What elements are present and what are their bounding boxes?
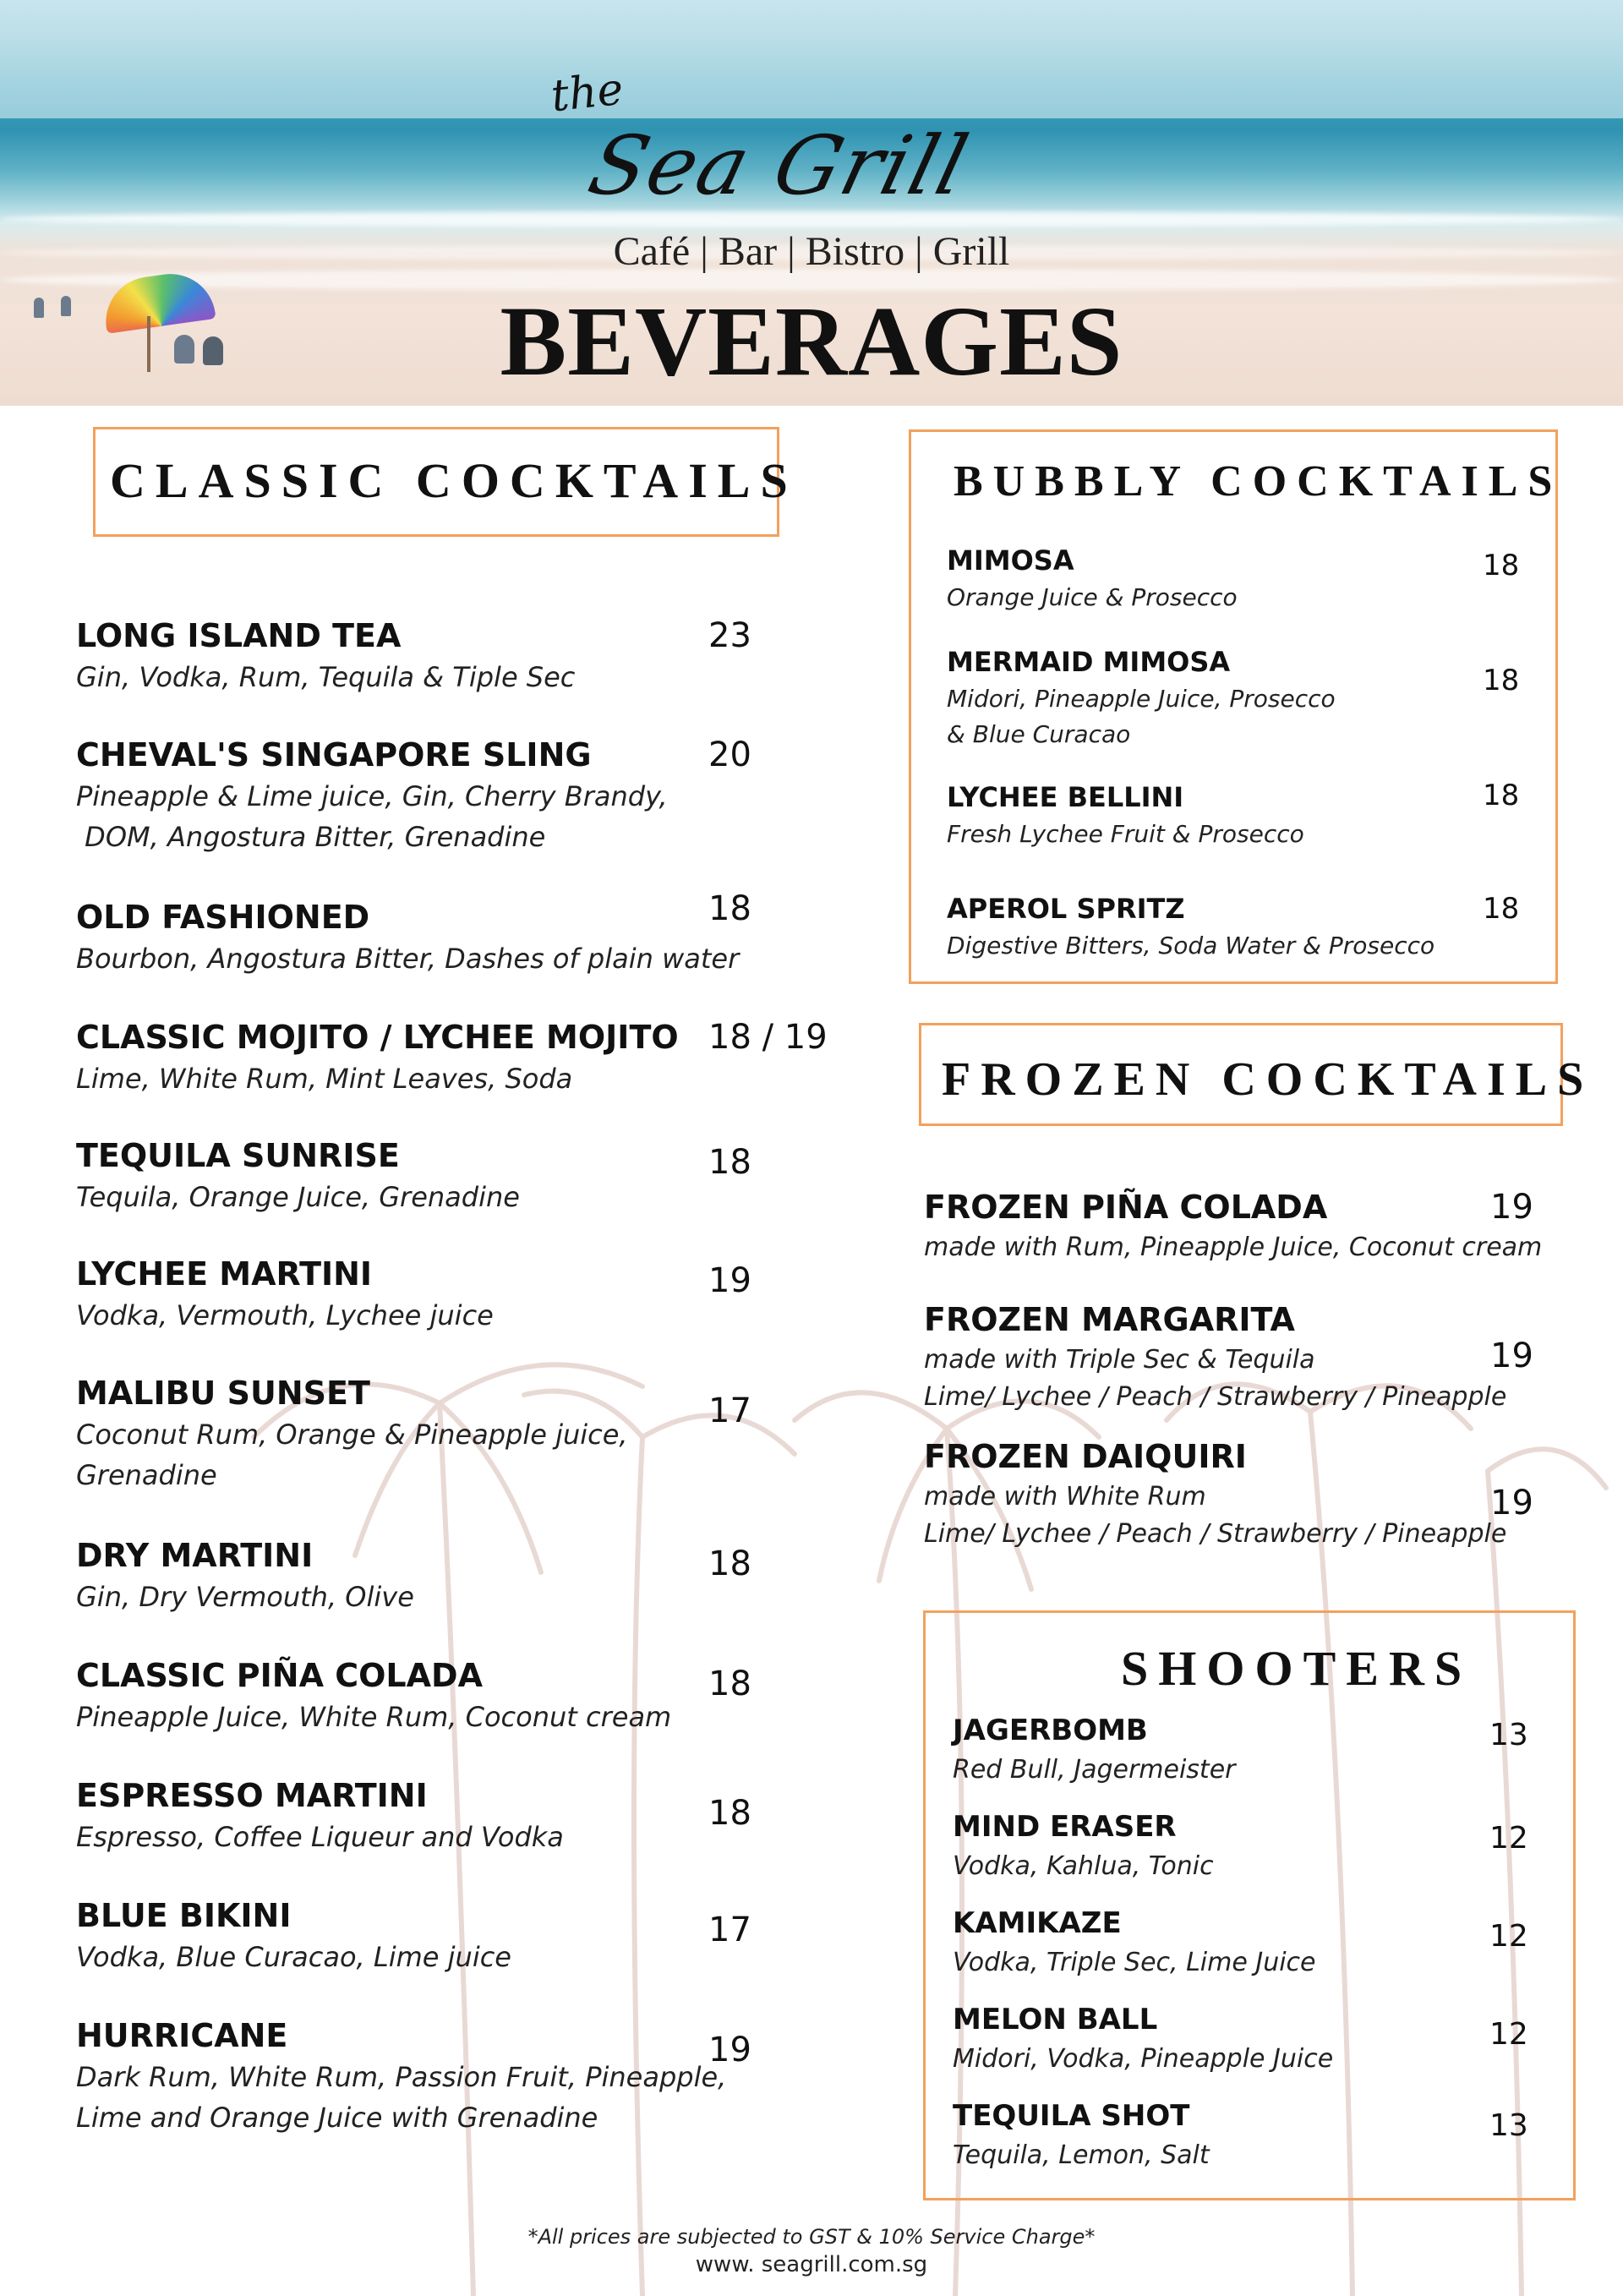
item-description: Orange Juice & Prosecco (947, 583, 1238, 611)
item-price: 12 (1489, 1821, 1528, 1856)
item-name: LONG ISLAND TEA (76, 617, 402, 654)
item-name: MALIBU SUNSET (76, 1375, 370, 1412)
shooters-menu-item (953, 1709, 1235, 1789)
shooters-title: SHOOTERS (1121, 1641, 1473, 1696)
item-description: made with White Rum (924, 1482, 1206, 1512)
item-price: 23 (708, 616, 751, 655)
item-name: LYCHEE BELLINI (947, 781, 1184, 813)
shooters-menu-item (953, 1998, 1333, 2078)
bubbly-menu-item (947, 778, 1304, 852)
item-name: MIMOSA (947, 544, 1074, 577)
item-price: 17 (708, 1911, 751, 1949)
bubbly-menu-item (947, 541, 1238, 615)
bubbly-cocktails-title: BUBBLY COCKTAILS (954, 457, 1563, 506)
item-price: 18 (708, 1794, 751, 1833)
item-description: Pineapple & Lime juice, Gin, Cherry Brandy, (76, 780, 668, 812)
item-price: 12 (1489, 2017, 1528, 2052)
item-description: Fresh Lychee Fruit & Prosecco (947, 820, 1304, 848)
item-name: APEROL SPRITZ (947, 893, 1185, 925)
item-name: MELON BALL (953, 2003, 1158, 2036)
item-description: Grenadine (76, 1459, 217, 1491)
item-name: TEQUILA SHOT (953, 2099, 1190, 2133)
item-description: Espresso, Coffee Liqueur and Vodka (76, 1821, 564, 1853)
item-price: 18 (708, 1544, 751, 1583)
item-description: DOM, Angostura Bitter, Grenadine (76, 821, 546, 853)
item-price: 18 (1483, 549, 1520, 582)
item-price: 19 (1490, 1337, 1533, 1375)
item-description: Lime/ Lychee / Peach / Strawberry / Pineapple (924, 1519, 1507, 1549)
bubbly-menu-item (947, 889, 1434, 964)
item-description: Lime and Orange Juice with Grenadine (76, 2102, 598, 2134)
bubbly-menu-item (947, 642, 1336, 752)
item-name: MIND ERASER (953, 1810, 1177, 1844)
item-name: TEQUILA SUNRISE (76, 1137, 400, 1174)
item-description: Gin, Dry Vermouth, Olive (76, 1581, 414, 1613)
item-name: FROZEN PIÑA COLADA (924, 1189, 1328, 1226)
item-description: Midori, Pineapple Juice, Prosecco (947, 685, 1336, 713)
item-price: 13 (1489, 2108, 1528, 2143)
item-name: KAMIKAZE (953, 1906, 1122, 1940)
item-description: Vodka, Blue Curacao, Lime juice (76, 1941, 511, 1973)
item-description: Lime/ Lychee / Peach / Strawberry / Pineapple (924, 1382, 1507, 1412)
item-name: DRY MARTINI (76, 1537, 314, 1574)
item-price: 18 (708, 1143, 751, 1182)
item-name: CHEVAL'S SINGAPORE SLING (76, 736, 592, 774)
item-description: Tequila, Orange Juice, Grenadine (76, 1181, 520, 1213)
item-price: 13 (1489, 1718, 1528, 1752)
classic-menu-item (76, 615, 575, 697)
item-description: Pineapple Juice, White Rum, Coconut cream (76, 1701, 672, 1733)
item-name: HURRICANE (76, 2017, 288, 2054)
item-description: made with Triple Sec & Tequila (924, 1345, 1315, 1375)
item-description: Gin, Vodka, Rum, Tequila & Tiple Sec (76, 661, 576, 693)
shooters-menu-item (953, 1902, 1316, 1982)
item-price: 12 (1489, 1919, 1528, 1954)
item-description: made with Rum, Pineapple Juice, Coconut cream (924, 1233, 1543, 1262)
classic-menu-item (76, 896, 739, 979)
item-description: Dark Rum, White Rum, Passion Fruit, Pineapple, (76, 2061, 727, 2093)
item-description: Midori, Vodka, Pineapple Juice (953, 2044, 1334, 2074)
item-price: 18 (1483, 779, 1520, 812)
item-description: Lime, White Rum, Mint Leaves, Soda (76, 1063, 573, 1095)
classic-menu-item (76, 1534, 414, 1617)
classic-menu-item (76, 1134, 520, 1217)
item-name: FROZEN MARGARITA (924, 1301, 1295, 1338)
item-price: 17 (708, 1391, 751, 1430)
classic-menu-item (76, 1894, 511, 1977)
item-name: ESPRESSO MARTINI (76, 1777, 428, 1814)
item-description: Bourbon, Angostura Bitter, Dashes of plain water (76, 943, 740, 975)
classic-menu-item (76, 734, 668, 857)
item-description: Digestive Bitters, Soda Water & Prosecco (947, 932, 1435, 959)
item-name: CLASSIC MOJITO / LYCHEE MOJITO (76, 1019, 679, 1056)
item-description: Tequila, Lemon, Salt (953, 2140, 1210, 2170)
frozen-menu-item (924, 1185, 1542, 1266)
classic-menu-item (76, 1253, 494, 1336)
item-name: OLD FASHIONED (76, 899, 370, 936)
item-name: CLASSIC PIÑA COLADA (76, 1657, 483, 1694)
item-description: Red Bull, Jagermeister (953, 1755, 1236, 1785)
classic-cocktails-title: CLASSIC COCKTAILS (110, 453, 798, 508)
frozen-menu-item (924, 1435, 1506, 1553)
item-price: 19 (1490, 1484, 1533, 1522)
classic-menu-item (76, 2014, 726, 2138)
logo-the: the (549, 63, 626, 123)
item-name: BLUE BIKINI (76, 1897, 292, 1934)
item-price: 18 (708, 889, 751, 928)
item-price: 18 (1483, 892, 1520, 926)
item-description: Vodka, Vermouth, Lychee juice (76, 1299, 494, 1331)
classic-menu-item (76, 1654, 671, 1737)
website-link[interactable]: www. seagrill.com.sg (695, 2252, 928, 2277)
item-description: Vodka, Kahlua, Tonic (953, 1851, 1214, 1881)
item-name: JAGERBOMB (953, 1714, 1148, 1747)
pricing-note: *All prices are subjected to GST & 10% Service Charge* (527, 2225, 1096, 2249)
classic-menu-item (76, 1016, 679, 1099)
classic-menu-item (76, 1372, 628, 1495)
item-name: FROZEN DAIQUIRI (924, 1438, 1247, 1475)
item-price: 18 / 19 (708, 1018, 828, 1057)
item-name: LYCHEE MARTINI (76, 1255, 373, 1293)
page-title: BEVERAGES (500, 286, 1123, 396)
item-price: 19 (1490, 1188, 1533, 1227)
shooters-menu-item (953, 2095, 1210, 2174)
item-price: 20 (708, 735, 751, 774)
item-price: 18 (708, 1665, 751, 1703)
item-description: & Blue Curacao (947, 720, 1131, 748)
item-price: 18 (1483, 664, 1520, 697)
item-description: Vodka, Triple Sec, Lime Juice (953, 1948, 1316, 1977)
classic-menu-item (76, 1774, 564, 1857)
frozen-menu-item (924, 1298, 1506, 1416)
item-price: 19 (708, 1261, 751, 1300)
shooters-menu-item (953, 1806, 1214, 1885)
item-price: 19 (708, 2031, 751, 2069)
tagline: Café | Bar | Bistro | Grill (613, 229, 1010, 274)
item-description: Coconut Rum, Orange & Pineapple juice, (76, 1419, 628, 1451)
frozen-cocktails-title: FROZEN COCKTAILS (942, 1053, 1594, 1106)
logo-sea-grill: Sea Grill (580, 118, 978, 213)
item-name: MERMAID MIMOSA (947, 646, 1231, 678)
